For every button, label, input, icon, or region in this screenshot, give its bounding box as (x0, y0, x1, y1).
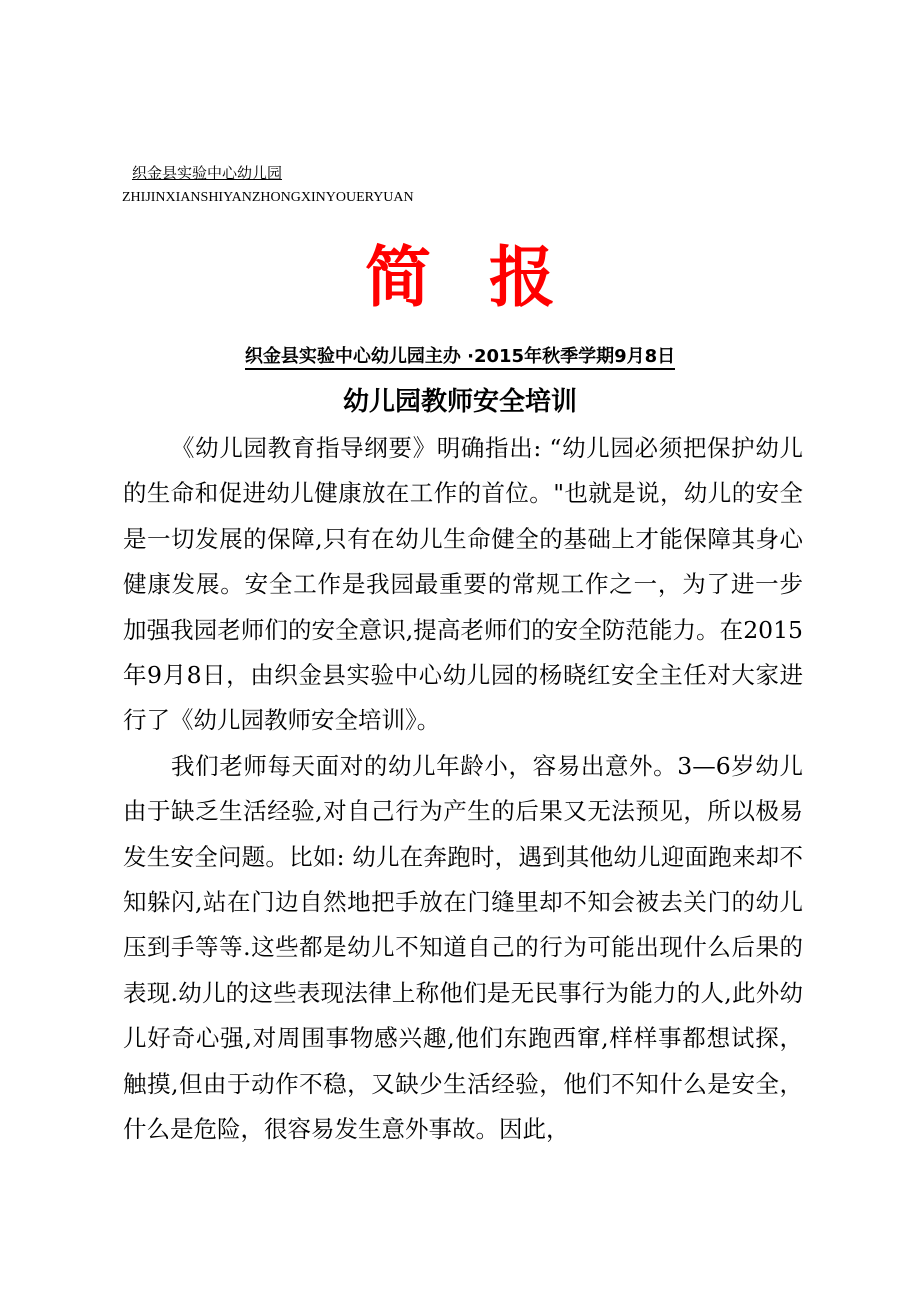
article-paragraph-1: 《幼儿园教育指导纲要》明确指出: “幼儿园必须把保护幼儿的生命和促进幼儿健康放在工作的首位。"也就是说，幼儿的安全是一切发展的保障,只有在幼儿生命健全的基础上才能保障其身心健康发展。安全工作是我园最重要的常规工作之一，为了进一步加强我园老师们的安全意识,提高老师们的安全防范能力。在2015年9月8日，由织金县实验中心幼儿园的杨晓红安全主任对大家进行了《幼儿园教师安全培训》。 (123, 434, 803, 735)
article-paragraph-2: 我们老师每天面对的幼儿年龄小，容易出意外。3—6岁幼儿由于缺乏生活经验,对自己行为产生的后果又无法预见，所以极易发生安全问题。比如: 幼儿在奔跑时，遇到其他幼儿迎面跑来却不知躲闪,站在门边自然地把手放在门缝里却不知会被去关门的幼儿压到手等等.这些都是幼儿不知道自己的行为可能出现什么后果的表现.幼儿的这些表现法律上称他们是无民事行为能力的人,此外幼儿好奇心强,对周围事物感兴趣,他们东跑西窜,样样事都想试探，触摸,但由于动作不稳，又缺少生活经验，他们不知什么是安全，什么是危险，很容易发生意外事故。因此， (123, 751, 803, 1144)
article-title: 幼儿园教师安全培训 (342, 387, 577, 417)
school-pinyin: ZHIJINXIANSHIYANZHONGXINYOUERYUAN (122, 190, 414, 205)
bulletin-title: 简报 (365, 239, 613, 316)
sponsor-line-text: 织金县实验中心幼儿园主办 ·2015年秋季学期9月8日 (245, 346, 675, 370)
article-body (123, 426, 803, 1153)
school-name: 织金县实验中心幼儿园 (132, 164, 283, 182)
sponsor-line (0, 342, 920, 372)
